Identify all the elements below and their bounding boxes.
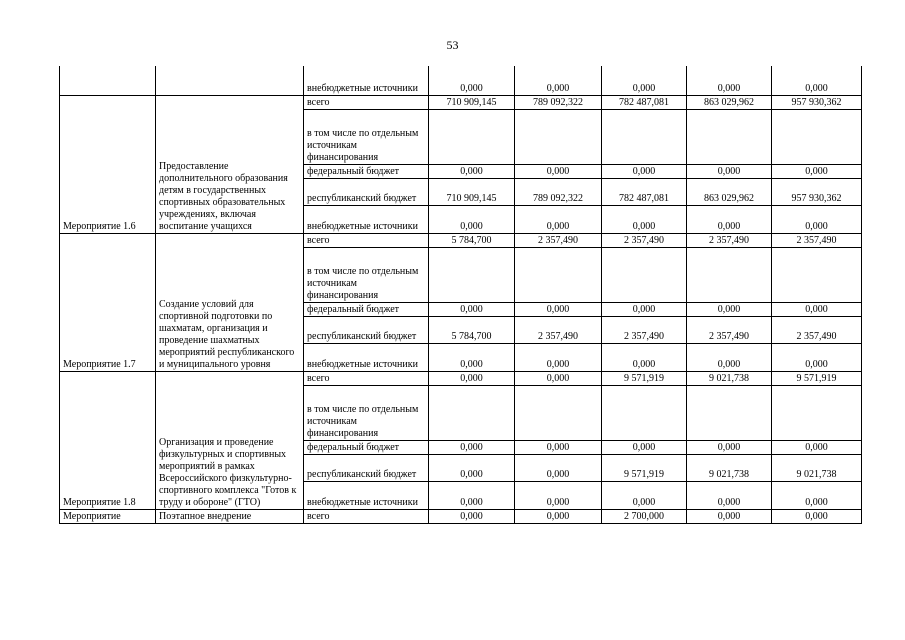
- page-number: 53: [446, 38, 459, 52]
- amount-cell: 9 021,738: [772, 454, 862, 481]
- amount-cell: [602, 109, 687, 164]
- event-id-cell: Мероприятие 1.8: [60, 371, 156, 509]
- table-row: [60, 509, 862, 523]
- funding-source-cell: всего: [304, 509, 429, 523]
- funding-source-cell: федеральный бюджет: [304, 164, 429, 178]
- funding-source-cell: внебюджетные источники: [304, 205, 429, 233]
- amount-cell: 2 357,490: [772, 316, 862, 343]
- amount-cell: [429, 109, 515, 164]
- amount-cell: 0,000: [772, 66, 862, 95]
- event-description-cell: Поэтапное внедрение: [156, 509, 304, 523]
- amount-cell: 9 021,738: [687, 454, 772, 481]
- amount-cell: 710 909,145: [429, 178, 515, 205]
- amount-cell: 0,000: [687, 509, 772, 523]
- amount-cell: 0,000: [429, 343, 515, 371]
- amount-cell: [515, 247, 602, 302]
- amount-cell: 0,000: [515, 509, 602, 523]
- event-description-cell: [156, 66, 304, 95]
- amount-cell: 0,000: [602, 302, 687, 316]
- amount-cell: 0,000: [429, 509, 515, 523]
- funding-source-cell: федеральный бюджет: [304, 440, 429, 454]
- amount-cell: 0,000: [772, 343, 862, 371]
- amount-cell: [429, 247, 515, 302]
- amount-cell: 2 357,490: [602, 316, 687, 343]
- amount-cell: 2 700,000: [602, 509, 687, 523]
- amount-cell: 0,000: [602, 205, 687, 233]
- amount-cell: 0,000: [515, 66, 602, 95]
- amount-cell: 789 092,322: [515, 178, 602, 205]
- funding-source-cell: всего: [304, 233, 429, 247]
- amount-cell: 0,000: [687, 440, 772, 454]
- table-row: [60, 95, 862, 109]
- funding-source-cell: республиканский бюджет: [304, 454, 429, 481]
- event-id-cell: Мероприятие: [60, 509, 156, 523]
- table-row: [60, 233, 862, 247]
- amount-cell: 782 487,081: [602, 95, 687, 109]
- amount-cell: 0,000: [515, 302, 602, 316]
- amount-cell: 2 357,490: [687, 233, 772, 247]
- amount-cell: 0,000: [429, 66, 515, 95]
- amount-cell: [687, 247, 772, 302]
- amount-cell: 0,000: [772, 205, 862, 233]
- funding-source-cell: республиканский бюджет: [304, 178, 429, 205]
- budget-table: [59, 66, 862, 524]
- amount-cell: [687, 109, 772, 164]
- amount-cell: 9 571,919: [602, 454, 687, 481]
- event-description-cell: Предоставление дополнительного образования детям в государственных спортивных образовательных учреждениях, включая воспитание учащихся: [156, 95, 304, 233]
- amount-cell: 0,000: [429, 440, 515, 454]
- event-id-cell: Мероприятие 1.7: [60, 233, 156, 371]
- amount-cell: 0,000: [772, 509, 862, 523]
- amount-cell: 0,000: [515, 454, 602, 481]
- funding-source-cell: внебюджетные источники: [304, 481, 429, 509]
- amount-cell: 957 930,362: [772, 178, 862, 205]
- funding-source-cell: всего: [304, 371, 429, 385]
- amount-cell: 0,000: [515, 440, 602, 454]
- amount-cell: 0,000: [772, 481, 862, 509]
- amount-cell: 957 930,362: [772, 95, 862, 109]
- amount-cell: 9 571,919: [772, 371, 862, 385]
- amount-cell: 0,000: [429, 205, 515, 233]
- amount-cell: 863 029,962: [687, 178, 772, 205]
- funding-source-cell: всего: [304, 95, 429, 109]
- funding-source-cell: в том числе по отдельным источникам финансирования: [304, 385, 429, 440]
- amount-cell: 0,000: [515, 371, 602, 385]
- amount-cell: [515, 109, 602, 164]
- amount-cell: 0,000: [515, 481, 602, 509]
- amount-cell: [687, 385, 772, 440]
- funding-source-cell: федеральный бюджет: [304, 302, 429, 316]
- amount-cell: 2 357,490: [602, 233, 687, 247]
- amount-cell: 2 357,490: [515, 316, 602, 343]
- amount-cell: 0,000: [515, 343, 602, 371]
- amount-cell: 0,000: [687, 343, 772, 371]
- amount-cell: 0,000: [429, 371, 515, 385]
- amount-cell: 782 487,081: [602, 178, 687, 205]
- amount-cell: 9 021,738: [687, 371, 772, 385]
- amount-cell: 0,000: [515, 205, 602, 233]
- amount-cell: 710 909,145: [429, 95, 515, 109]
- amount-cell: 0,000: [772, 164, 862, 178]
- amount-cell: 0,000: [602, 440, 687, 454]
- amount-cell: 0,000: [429, 164, 515, 178]
- amount-cell: 0,000: [602, 343, 687, 371]
- amount-cell: 0,000: [687, 164, 772, 178]
- amount-cell: [515, 385, 602, 440]
- amount-cell: 0,000: [515, 164, 602, 178]
- amount-cell: 0,000: [429, 454, 515, 481]
- funding-source-cell: республиканский бюджет: [304, 316, 429, 343]
- amount-cell: 0,000: [687, 302, 772, 316]
- amount-cell: 0,000: [602, 164, 687, 178]
- amount-cell: 0,000: [687, 481, 772, 509]
- amount-cell: 0,000: [687, 66, 772, 95]
- funding-source-cell: в том числе по отдельным источникам финансирования: [304, 109, 429, 164]
- amount-cell: 0,000: [772, 440, 862, 454]
- event-description-cell: Создание условий для спортивной подготовки по шахматам, организация и проведение шахматных мероприятий республиканского и муниципального уровня: [156, 233, 304, 371]
- amount-cell: [772, 247, 862, 302]
- amount-cell: [429, 385, 515, 440]
- amount-cell: 0,000: [429, 481, 515, 509]
- funding-source-cell: в том числе по отдельным источникам финансирования: [304, 247, 429, 302]
- amount-cell: 0,000: [772, 302, 862, 316]
- event-description-cell: Организация и проведение физкультурных и спортивных мероприятий в рамках Всероссийского физкультурно-спортивного комплекса "Готов к труду и обороне" (ГТО): [156, 371, 304, 509]
- funding-source-cell: внебюджетные источники: [304, 343, 429, 371]
- amount-cell: [602, 247, 687, 302]
- table-row: [60, 371, 862, 385]
- amount-cell: [772, 385, 862, 440]
- amount-cell: 0,000: [687, 205, 772, 233]
- table-body: [60, 66, 862, 523]
- amount-cell: 863 029,962: [687, 95, 772, 109]
- table-row: [60, 66, 862, 95]
- amount-cell: 2 357,490: [515, 233, 602, 247]
- amount-cell: 0,000: [429, 302, 515, 316]
- amount-cell: 2 357,490: [687, 316, 772, 343]
- amount-cell: 0,000: [602, 66, 687, 95]
- amount-cell: 2 357,490: [772, 233, 862, 247]
- event-id-cell: [60, 66, 156, 95]
- amount-cell: 5 784,700: [429, 316, 515, 343]
- amount-cell: [602, 385, 687, 440]
- amount-cell: 789 092,322: [515, 95, 602, 109]
- amount-cell: [772, 109, 862, 164]
- amount-cell: 5 784,700: [429, 233, 515, 247]
- event-id-cell: Мероприятие 1.6: [60, 95, 156, 233]
- amount-cell: 0,000: [602, 481, 687, 509]
- amount-cell: 9 571,919: [602, 371, 687, 385]
- funding-source-cell: внебюджетные источники: [304, 66, 429, 95]
